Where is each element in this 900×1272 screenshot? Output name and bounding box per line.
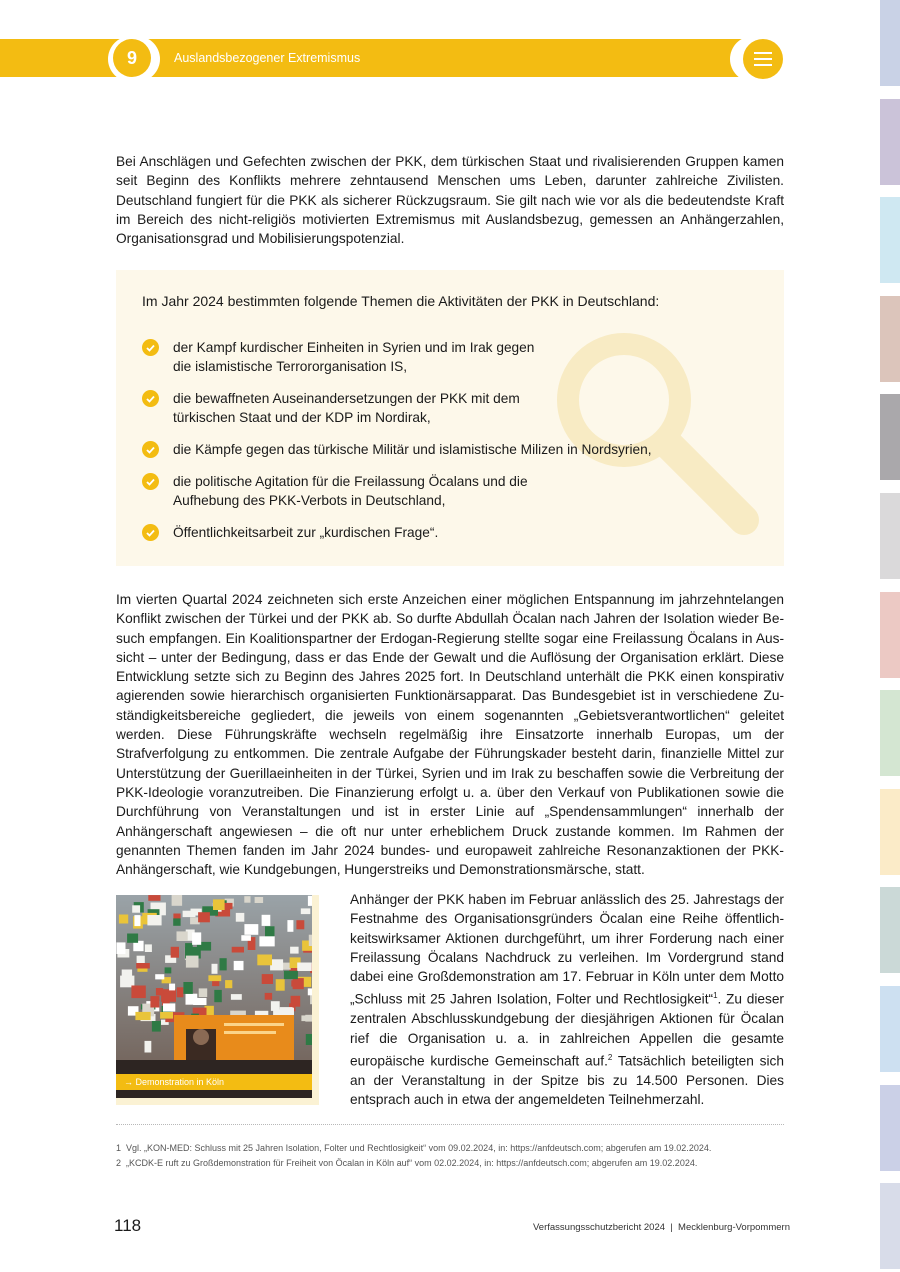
theme-item-line: Öffentlichkeitsarbeit zur „kurdischen Frage“. (173, 525, 439, 540)
demonstration-photo (116, 895, 312, 1098)
footnote-1: 1 Vgl. „KON-MED: Schluss mit 25 Jahren Isolation, Folter und Rechtlosigkeit“ vom 09.02.2024, in: https://anfdeutsch.com; abgerufen am 19.02.2024. (116, 1143, 712, 1153)
chapter-tab-9[interactable] (880, 789, 900, 875)
theme-item-line: die islamistische Terrororganisation IS, (173, 359, 408, 375)
chapter-tab-7[interactable] (880, 592, 900, 678)
hamburger-menu-icon[interactable] (743, 39, 783, 79)
theme-list-item (142, 389, 693, 428)
chapter-tab-3[interactable] (880, 197, 900, 283)
chapter-tab-5[interactable] (880, 394, 900, 480)
theme-item-line: Aufhebung des PKK-Verbots in Deutschland, (173, 493, 446, 509)
chapter-tab-6[interactable] (880, 493, 900, 579)
publication-title: Verfassungsschutzbericht 2024 | Mecklenburg-Vorpommern (533, 1222, 790, 1233)
chapter-title: Auslandsbezogener Extremismus (174, 51, 361, 65)
chapter-number: 9 (113, 39, 151, 77)
theme-item-line: türkischen Staat und der KDP im Nordirak, (173, 410, 431, 426)
chapter-tab-4[interactable] (880, 296, 900, 382)
intro-paragraph: Bei Anschlägen und Gefechten zwischen der PKK, dem türkischen Staat und rivalisierenden Gruppen kamen seit Beginn des Konflikts mehrere zehntausend Menschen ums Leben, darunter zahlreiche Zivilisten. Deutschland fungiert für die PKK als sicherer Rückzugsraum. Sie gilt nach wie vor als die bedeutendste Kraft im Bereich des nicht-religiös motivierten Extremismus mit Auslandsbezug, gemessen an Anhängerzahlen, Organisationsgrad und Mobilisierungspotenzial. (116, 154, 784, 247)
theme-item-line: die bewaffneten Auseinandersetzungen der PKK mit dem (173, 391, 520, 406)
chapter-tab-8[interactable] (880, 690, 900, 776)
chapter-tab-13[interactable] (880, 1183, 900, 1269)
photo-frame (116, 895, 319, 1105)
footnote-ref-2[interactable]: 2 (607, 1052, 613, 1062)
main-paragraph: Im vierten Quartal 2024 zeichneten sich erste Anzeichen einer möglichen Entspannung im jahrzehntelangen Konflikt zwischen der Türkei und der PKK ab. So durfte Abdullah Öcalan nach Jahren der Isolation wieder Besuch empfangen. Ein Koalitionspartner der Erdogan-Regierung stellte sogar eine Freilassung Öcalans in Aussicht – unter der Bedingung, dass er das Ende der Gewalt und die Auflösung der Organisation erklärt. Diese Entwicklung setzte sich zu Beginn des Jahres 2025 fort. In Deutschland unterhält die PKK einen konspirativ agierenden sowie hierarchisch organisierten Funktionärsapparat. Das Bundesgebiet ist in verschiedene Zuständigkeitsbereiche gegliedert, die jeweils von einem sogenannten „Gebietsverantwortlichen“ geleitet werden. Diese Führungskräfte wechseln regelmäßig ihre Einsatzorte innerhalb Europas, um der Strafverfolgung zu entkommen. Die zentrale Aufgabe der Führungskader besteht darin, finanzielle Mittel zur Unterstützung der Guerillaeinheiten in der Türkei, Syrien und im Irak zu beschaffen sowie die Verbreitung der PKK-Ideologie voranzutreiben. Die Finanzierung erfolgt u. a. über den Verkauf von Publikationen sowie die Durchführung von Veranstaltungen und ist in erster Linie auf „Spendensammlungen“ innerhalb der Anhängerschaft angewiesen – die oft nur unter erheblichem Druck zustande kommen. Im Rahmen der genannten Themen fanden im Jahr 2024 bundes- und europaweit zahlreiche Resonanzaktionen der PKK-Anhängerschaft, wie Kundgebungen, Hungerstreiks und Demonstrationsmärsche, statt. (116, 592, 784, 878)
chapter-tab-10[interactable] (880, 887, 900, 973)
theme-list-item (142, 338, 693, 377)
theme-item-line: die politische Agitation für die Freilassung Öcalans und die (173, 474, 528, 489)
photo-caption: → Demonstration in Köln (116, 1074, 312, 1090)
checkmark-icon (142, 390, 159, 407)
chapter-tab-11[interactable] (880, 986, 900, 1072)
theme-list-item (142, 523, 693, 542)
chapter-tab-1[interactable] (880, 0, 900, 86)
checkmark-icon (142, 441, 159, 458)
footnote-2: 2 „KCDK-E ruft zu Großdemonstration für Freiheit von Öcalan in Köln auf“ vom 02.02.2024, in: https://anfdeutsch.com; abgerufen am 19.02.2024. (116, 1158, 698, 1168)
theme-list-item (142, 472, 693, 511)
chapter-tab-12[interactable] (880, 1085, 900, 1171)
checkmark-icon (142, 473, 159, 490)
info-box-heading: Im Jahr 2024 bestimmten folgende Themen die Aktivitäten der PKK in Deutschland: (142, 293, 660, 309)
theme-item-line: die Kämpfe gegen das türkische Militär und islamistische Milizen in Nordsyrien, (173, 442, 652, 457)
chapter-tab-2[interactable] (880, 99, 900, 185)
checkmark-icon (142, 339, 159, 356)
page-number: 118 (114, 1216, 142, 1235)
theme-list-item (142, 440, 693, 459)
footnote-ref-1[interactable]: 1 (713, 991, 718, 1001)
theme-item-line: der Kampf kurdischer Einheiten in Syrien und im Irak gegen (173, 340, 535, 355)
footnote-divider (116, 1124, 784, 1125)
side-paragraph: Anhänger der PKK haben im Februar anlässlich des 25. Jahrestags der Festnahme des Organisationsgründers Öcalan eine Reihe öffentlichkeitswirksamer Aktionen durchgeführt, um ihrer Forderung nach einer Freilassung Öcalans Nachdruck zu verleihen. Im Vordergrund stand dabei eine Großdemonstration am 17. Februar in Köln unter dem Motto „Schluss mit 25 Jahren Isolation, Folter und Rechtlosigkeit“$^1$. Zu dieser zentralen Abschlusskundgebung der diesjährigen Aktionen für Öcalan rief die Organisation u. a. in zahlreichen Appellen die gesamte europäische kurdische Gemeinschaft auf.$^2$ Tatsächlich beteiligten sich an der Veranstaltung in der Spitze bis zu 14.500 Personen. Dies entsprach auch in etwa der angemeldeten Teilnehmerzahl. (350, 892, 784, 1108)
checkmark-icon (142, 524, 159, 541)
